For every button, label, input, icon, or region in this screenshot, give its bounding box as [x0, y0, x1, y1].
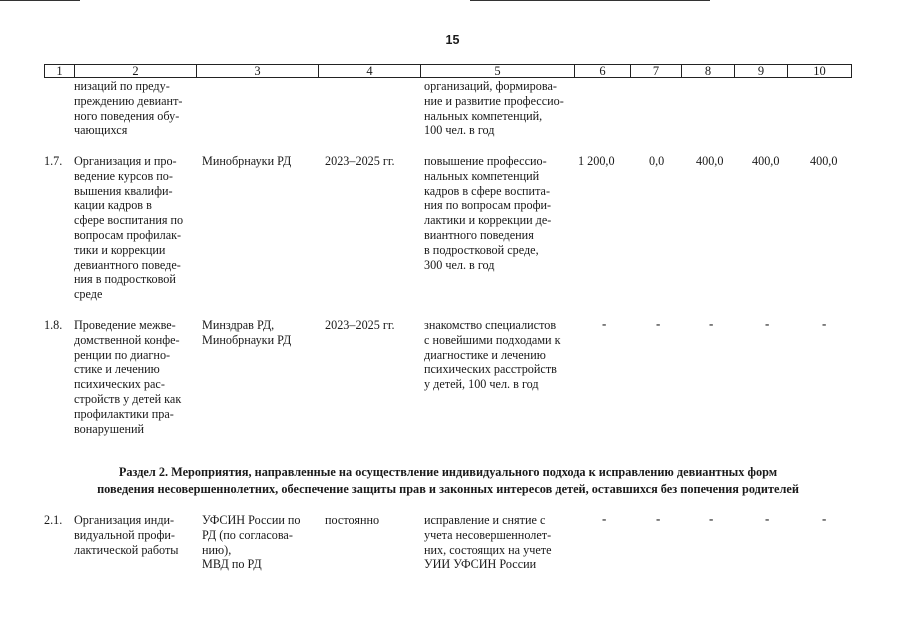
continuation-description: низаций по преду- преждению девиант- ного поведения обу- чающихся: [74, 79, 183, 138]
row-value-2024: -: [765, 316, 770, 331]
row-value-2025: -: [822, 511, 827, 526]
col-header-4: 4: [319, 65, 421, 77]
row-total: 1 200,0: [578, 154, 615, 168]
row-period: постоянно: [325, 513, 380, 527]
row-value-2023: -: [709, 316, 714, 331]
row-activity: Организация и про- ведение курсов по- вышения квалифи- кации кадров в сфере воспитания по вопросам профилак- тики и коррекции девиантного поведе- ния в подростковой среде: [74, 154, 184, 302]
section-title-line-2: поведения несовершеннолетних, обеспечение защиты прав и законных интересов детей, оставшихся без попечения родителей: [97, 482, 799, 496]
row-period: 2023–2025 гг.: [325, 318, 395, 332]
row-period: 2023–2025 гг.: [325, 154, 395, 168]
column-number-header: [44, 64, 852, 78]
col-header-8: 8: [682, 65, 735, 77]
row-number: 1.7.: [44, 154, 63, 168]
row-number: 1.8.: [44, 318, 63, 332]
col-header-9: 9: [735, 65, 788, 77]
row-executor: Минобрнауки РД: [202, 154, 292, 168]
col-header-1: 1: [45, 65, 75, 77]
row-value-2022: -: [656, 511, 661, 526]
section-2-title: [44, 464, 852, 498]
row-value-2022: -: [656, 316, 661, 331]
row-total: -: [602, 316, 607, 331]
row-result: исправление и снятие с учета несовершеннолет- них, состоящих на учете УИИ УФСИН России: [424, 513, 552, 572]
row-result: повышение профессио- нальных компетенций кадров в сфере воспита- ния по вопросам профи- лактики и коррекции де- виантного поведения в подростковой среде, 300 чел. в год: [424, 154, 552, 272]
top-rule: [0, 0, 80, 1]
row-activity: Организация инди- видуальной профи- лактической работы: [74, 513, 179, 557]
col-header-5: 5: [421, 65, 575, 77]
col-header-7: 7: [631, 65, 682, 77]
col-header-3: 3: [197, 65, 319, 77]
row-value-2022: 0,0: [649, 154, 665, 168]
col-header-6: 6: [575, 65, 631, 77]
row-value-2025: -: [822, 316, 827, 331]
row-value-2023: -: [709, 511, 714, 526]
row-executor: УФСИН России по РД (по согласова- нию), МВД по РД: [202, 513, 301, 572]
row-executor: Минздрав РД, Минобрнауки РД: [202, 318, 292, 347]
page-number: 15: [445, 33, 460, 47]
row-value-2025: 400,0: [810, 154, 838, 168]
row-value-2024: -: [765, 511, 770, 526]
row-result: знакомство специалистов с новейшими подходами к диагностике и лечению психических расстройств у детей, 100 чел. в год: [424, 318, 561, 392]
col-header-10: 10: [813, 64, 826, 78]
continuation-result: организаций, формирова- ние и развитие профессио- нальных компетенций, 100 чел. в год: [424, 79, 564, 138]
row-number: 2.1.: [44, 513, 63, 527]
row-total: -: [602, 511, 607, 526]
row-activity: Проведение межве- домственной конфе- ренции по диагно- стике и лечению психических рас- стройств у детей как профилактики пра- вонарушений: [74, 318, 182, 436]
col-header-2: 2: [75, 65, 197, 77]
row-value-2024: 400,0: [752, 154, 780, 168]
row-value-2023: 400,0: [696, 154, 724, 168]
section-title-line-1: Раздел 2. Мероприятия, направленные на осуществление индивидуального подхода к исправлению девиантных форм: [118, 465, 778, 479]
top-rule: [470, 0, 710, 1]
